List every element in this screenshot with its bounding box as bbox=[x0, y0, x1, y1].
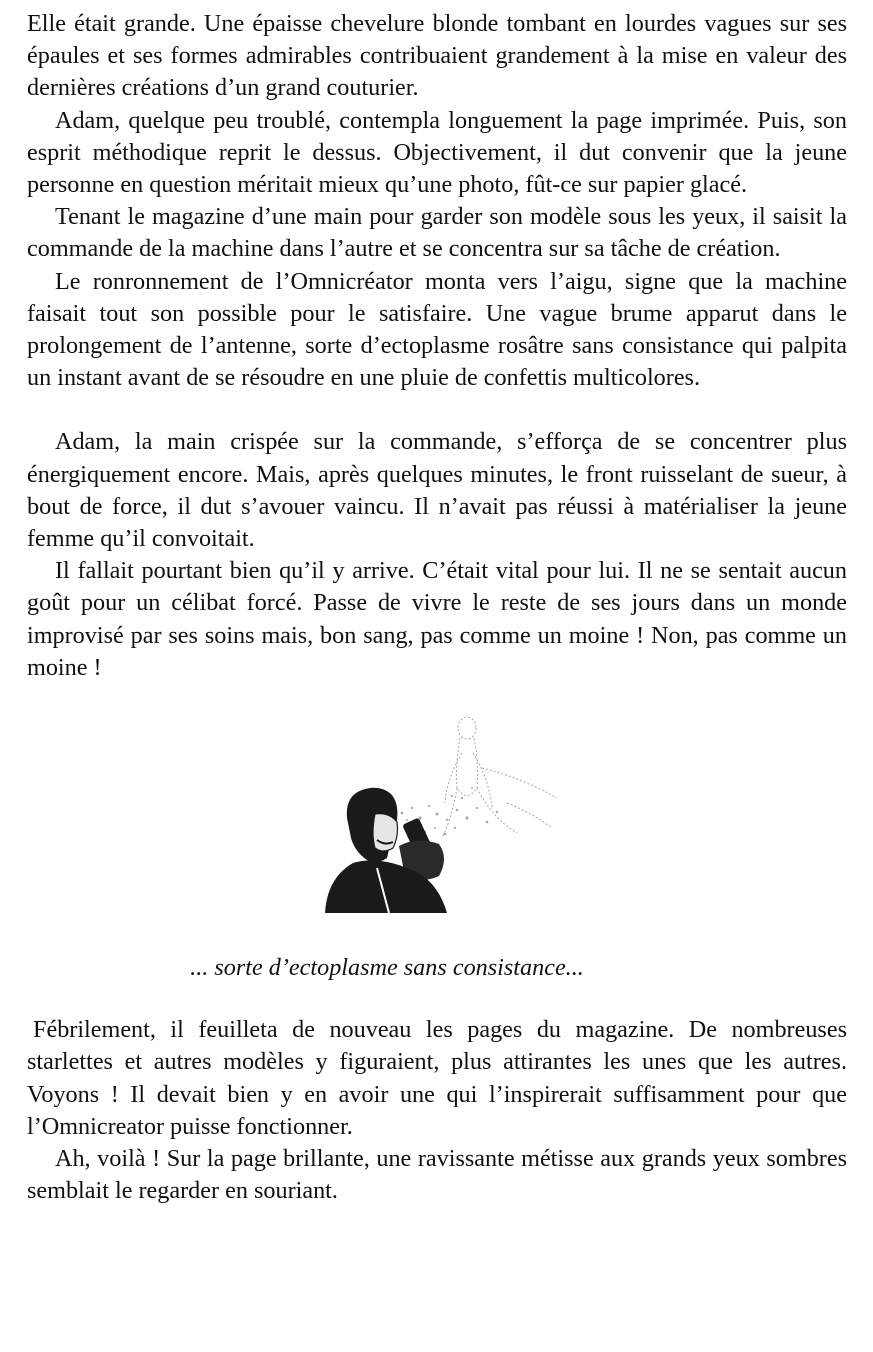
paragraph: Il fallait pourtant bien qu’il y arrive. C’était vital pour lui. Il ne se sentait aucun goût pour un célibat forcé. Passe de vivre le reste de ses jours dans un monde improvisé par ses soins mais, bon sang, pas comme un moine ! Non, pas comme un moine ! bbox=[27, 557, 847, 681]
illustration-drawing bbox=[317, 708, 567, 913]
paragraph: Le ronronnement de l’Omnicréator monta vers l’aigu, signe que la machine faisait tout son possible pour le satisfaire. Une vague brume apparut dans le prolongement de l’antenne, sorte d’ectoplasme rosâtre sans consistance qui palpita un instant avant de se résoudre en une pluie de confettis multicolores. bbox=[27, 267, 847, 392]
paragraph: Fébrilement, il feuilleta de nouveau les pages du magazine. De nombreuses starlettes et autres modèles y figuraient, plus attirantes les unes que les autres. Voyons ! Il devait bien y en avoir une qui l’inspirerait suffisamment pour que l’Omnicreator puisse fonctionner. bbox=[27, 1016, 847, 1140]
paragraph: Adam, la main crispée sur la commande, s’efforça de se concentrer plus énergiquement encore. Mais, après quelques minutes, le front ruisselant de sueur, à bout de force, il dut s’avouer vaincu. Il n’avait pas réussi à matérialiser la jeune femme qu’il convoitait. bbox=[27, 428, 847, 553]
figure-caption: ... sorte d’ectoplasme sans consistance... bbox=[190, 954, 584, 982]
ectoplasm-figure bbox=[442, 717, 557, 838]
document-page bbox=[27, 8, 847, 1207]
paragraph: Ah, voilà ! Sur la page brillante, une ravissante métisse aux grands yeux sombres semblait le regarder en souriant. bbox=[27, 1145, 847, 1205]
illustration bbox=[27, 708, 847, 952]
paragraph-spacer bbox=[27, 394, 847, 426]
paragraph: Tenant le magazine d’une main pour garder son modèle sous les yeux, il saisit la commande de la machine dans l’autre et se concentra sur sa tâche de création. bbox=[27, 203, 847, 263]
paragraph: Elle était grande. Une épaisse chevelure blonde tombant en lourdes vagues sur ses épaules et ses formes admirables contribuaient grandement à la mise en valeur des dernières créations d’un grand couturier. bbox=[27, 10, 847, 102]
paragraph: Adam, quelque peu troublé, contempla longuement la page imprimée. Puis, son esprit méthodique reprit le dessus. Objectivement, il dut convenir que la jeune personne en question méritait mieux qu’une photo, fût-ce sur papier glacé. bbox=[27, 106, 847, 199]
